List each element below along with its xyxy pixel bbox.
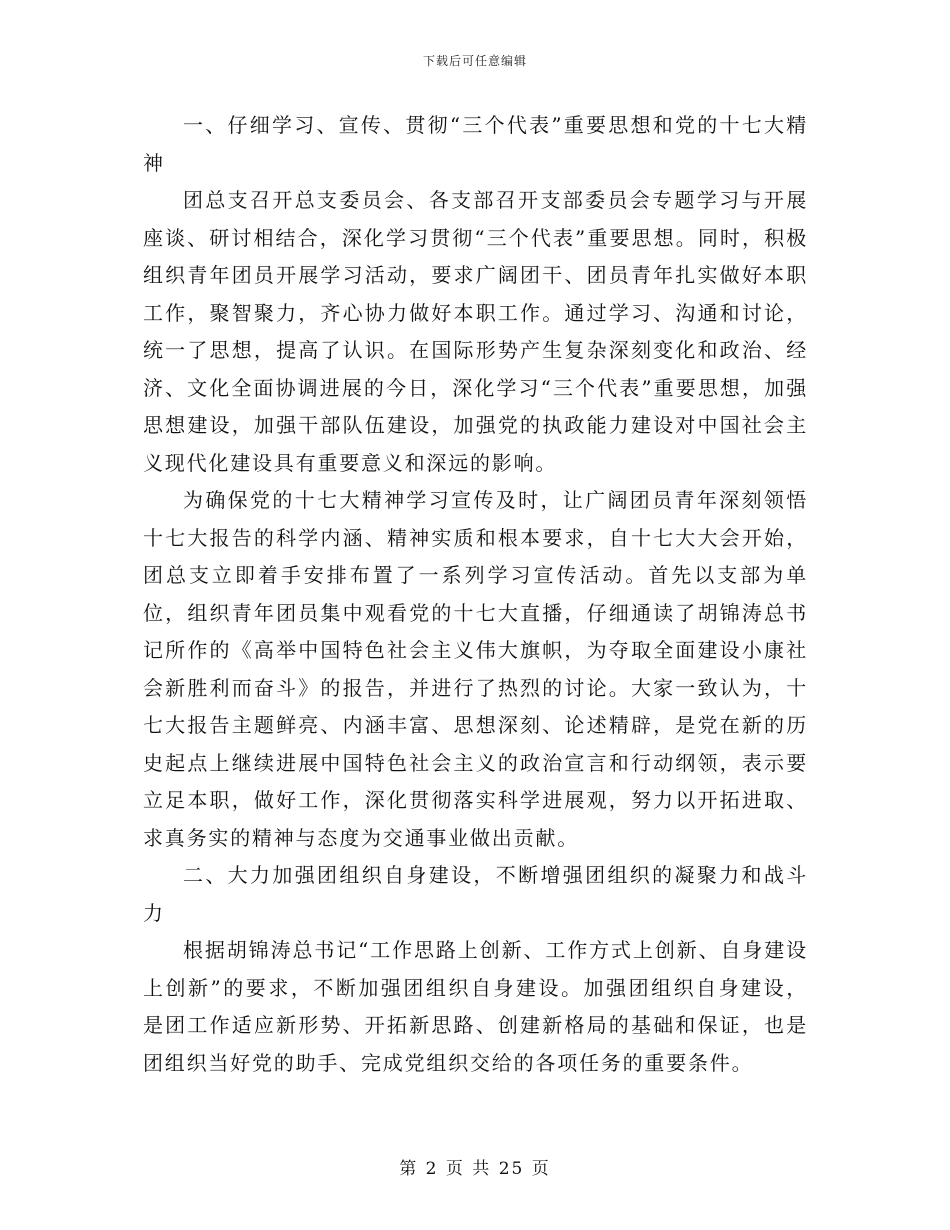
section-heading-2: 二、大力加强团组织自身建设，不断增强团组织的凝聚力和战斗力 <box>143 863 808 925</box>
body-paragraph-1: 团总支召开总支委员会、各支部召开支部委员会专题学习与开展座谈、研讨相结合，深化学习贯彻“三个代表”重要思想。同时，积极组织青年团员开展学习活动，要求广阔团干、团员青年扎实做好本职工作，聚智聚力，齐心协力做好本职工作。通过学习、沟通和讨论，统一了思想，提高了认识。在国际形势产生复杂深刻变化和政治、经济、文化全面协调进展的今日，深化学习“三个代表”重要思想，加强思想建设，加强干部队伍建设，加强党的执政能力建设对中国社会主义现代化建设具有重要意义和深远的影响。 <box>143 188 808 475</box>
page-header: 下载后可任意编辑 <box>422 54 527 68</box>
page-number-footer: 第 2 页 共 25 页 <box>399 1159 551 1179</box>
document-body <box>143 107 808 1082</box>
section-heading-1: 一、仔细学习、宣传、贯彻“三个代表”重要思想和党的十七大精神 <box>143 113 808 175</box>
body-paragraph-2: 为确保党的十七大精神学习宣传及时，让广阔团员青年深刻领悟十七大报告的科学内涵、精神实质和根本要求，自十七大大会开始，团总支立即着手安排布置了一系列学习宣传活动。首先以支部为单位，组织青年团员集中观看党的十七大直播，仔细通读了胡锦涛总书记所作的《高举中国特色社会主义伟大旗帜，为夺取全面建设小康社会新胜利而奋斗》的报告，并进行了热烈的讨论。大家一致认为，十七大报告主题鲜亮、内涵丰富、思想深刻、论述精辟，是党在新的历史起点上继续进展中国特色社会主义的政治宣言和行动纲领，表示要立足本职，做好工作，深化贯彻落实科学进展观，努力以开拓进取、求真务实的精神与态度为交通事业做出贡献。 <box>143 488 808 850</box>
body-paragraph-3: 根据胡锦涛总书记“工作思路上创新、工作方式上创新、自身建设上创新”的要求，不断加强团组织自身建设。加强团组织自身建设，是团工作适应新形势、开拓新思路、创建新格局的基础和保证，也是团组织当好党的助手、完成党组织交给的各项任务的重要条件。 <box>143 938 808 1075</box>
